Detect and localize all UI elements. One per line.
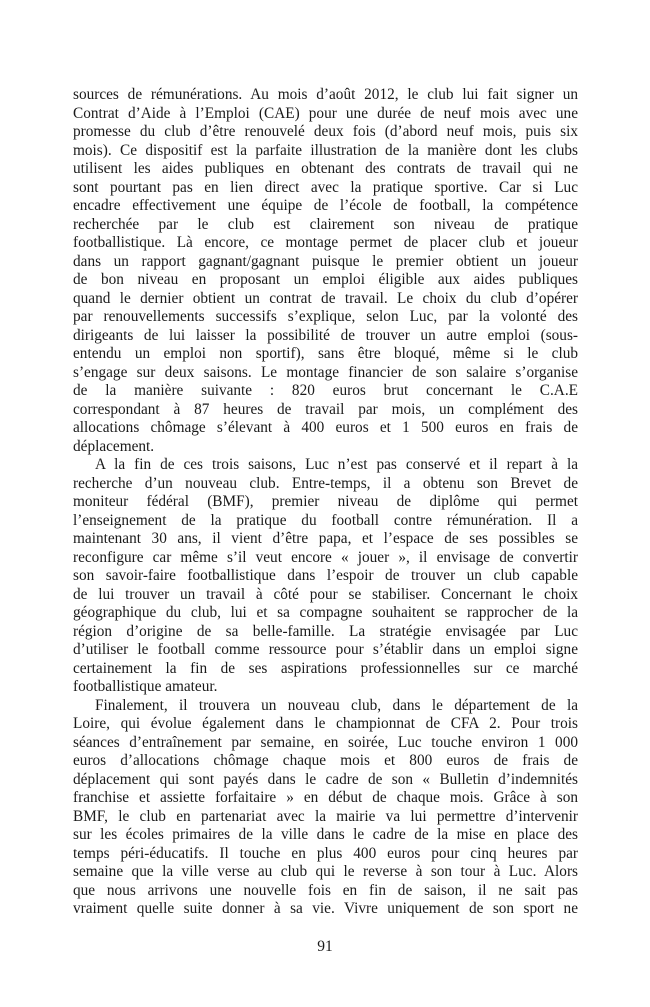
text-line: d’utiliser le football comme ressource pour s’établir dans un emploi signe [73,641,578,658]
text-line: vraiment quelle suite donner à sa vie. Vivre uniquement de son sport ne [73,900,578,917]
text-line: recherche d’un nouveau club. Entre-temps, il a obtenu son Brevet de [73,474,578,492]
text-line: Contrat d’Aide à l’Emploi (CAE) pour une durée de neuf mois avec une [73,104,578,122]
text-line: allocations chômage s’élevant à 400 euros et 1 500 euros en frais de [73,419,578,436]
text-line: entendu un emploi non sportif), sans être bloqué, même si le club [73,345,578,362]
text-line: temps péri-éducatifs. Il touche en plus 400 euros pour cinq heures par [73,844,578,862]
text-line: correspondant à 87 heures de travail par mois, un complément des [73,400,578,418]
text-line: déplacement qui sont payés dans le cadre de son « Bulletin d’indemnités [73,770,578,788]
text-line: sur les écoles primaires de la ville dans le cadre de la mise en place des [73,826,578,843]
text-line: footballistique. Là encore, ce montage permet de placer club et joueur [73,234,578,251]
text-line: semaine que la ville verse au club qui le reverse à son tour à Luc. Alors [73,863,578,880]
text-line: séances d’entraînement par semaine, en soirée, Luc touche environ 1 000 [73,733,578,751]
text-line: géographique du club, lui et sa compagne souhaitent se rapprocher de la [73,604,578,621]
text-line: déplacement. [73,437,155,455]
text-line: Finalement, il trouvera un nouveau club, dans le département de la [95,696,578,714]
text-line: certainement la fin de ses aspirations professionnelles sur ce marché [73,659,578,677]
text-line: l’enseignement de la pratique du football contre rémunération. Il a [73,511,578,529]
text-line: mois). Ce dispositif est la parfaite illustration de la manière dont les clubs [73,141,578,159]
text-line: recherchée par le club est clairement son niveau de pratique [73,215,578,233]
text-line: par renouvellements successifs s’explique, selon Luc, par la volonté des [73,308,578,325]
paragraph [73,697,578,919]
paragraph [73,86,578,456]
text-line: de bon niveau en proposant un emploi éligible aux aides publiques [73,271,578,288]
text-line: reconfigure car même s’il veut encore « jouer », il envisage de convertir [73,548,578,566]
text-line: encadre effectivement une équipe de l’école de football, la compétence [73,197,578,214]
text-line: dans un rapport gagnant/gagnant puisque le premier obtient un joueur [73,252,578,270]
text-line: euros d’allocations chômage chaque mois et 800 euros de frais de [73,752,578,769]
text-line: que nous arrivons une nouvelle fois en fin de saison, il ne sait pas [73,881,578,899]
text-line: maintenant 30 ans, il vient d’être papa, et l’espace de ses possibles se [73,530,578,547]
text-line: de la manière suivante : 820 euros brut concernant le C.A.E [73,382,578,399]
text-line: BMF, le club en partenariat avec la mairie va lui permettre d’intervenir [73,807,578,825]
text-line: Loire, qui évolue également dans le championnat de CFA 2. Pour trois [73,715,578,732]
text-line: utilisent les aides publiques en obtenant des contrats de travail qui ne [73,160,578,177]
text-line: dirigeants de lui laisser la possibilité de trouver un autre emploi (sous- [73,326,578,344]
page-number: 91 [317,938,333,955]
text-line: quand le dernier obtient un contrat de travail. Le choix du club d’opérer [73,289,578,307]
text-line: A la fin de ces trois saisons, Luc n’est pas conservé et il repart à la [95,456,578,473]
text-line: région d’origine de sa belle-famille. La stratégie envisagée par Luc [73,622,578,640]
text-line: promesse du club d’être renouvelé deux fois (d’abord neuf mois, puis six [73,123,578,140]
body-text [73,86,578,919]
text-line: franchise et assiette forfaitaire » en début de chaque mois. Grâce à son [73,789,578,806]
text-line: s’engage sur deux saisons. Le montage financier de son salaire s’organise [73,363,578,381]
text-line: son savoir-faire footballistique dans l’espoir de trouver un club capable [73,567,578,584]
text-line: moniteur fédéral (BMF), premier niveau de diplôme qui permet [73,493,578,510]
text-line: sources de rémunérations. Au mois d’août 2012, le club lui fait signer un [73,86,578,103]
paragraph [73,456,578,697]
text-line: de lui trouver un travail à côté pour se stabiliser. Concernant le choix [73,585,578,603]
text-line: footballistique amateur. [73,678,218,695]
text-line: sont pourtant pas en lien direct avec la pratique sportive. Car si Luc [73,178,578,196]
